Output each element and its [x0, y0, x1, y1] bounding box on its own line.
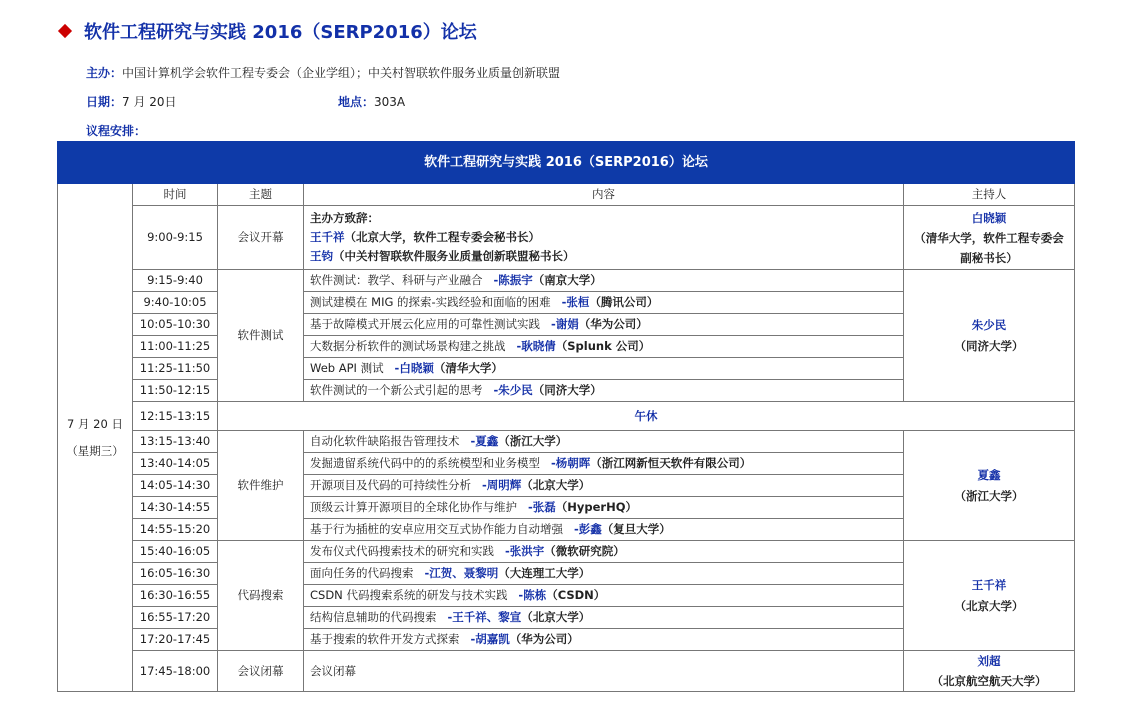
content-cell — [304, 380, 904, 402]
page-title — [60, 16, 477, 46]
agenda-label: 议程安排： — [86, 124, 147, 138]
speaker-org: （浙江网新恒天软件有限公司） — [590, 456, 752, 470]
speaker-name: -江贺、聂黎明 — [424, 566, 499, 580]
speaker-org: （清华大学） — [433, 361, 503, 375]
content-cell — [304, 475, 904, 497]
time-cell: 13:40-14:05 — [133, 453, 218, 475]
speaker-org: （华为公司） — [509, 632, 579, 646]
speaker-name: -白晓颖 — [394, 361, 434, 375]
content-cell — [304, 519, 904, 541]
day-cell — [58, 184, 133, 692]
speaker-name: -耿晓倩 — [516, 339, 556, 353]
topic-cell: 代码搜索 — [218, 541, 304, 651]
header-host: 主持人 — [904, 184, 1075, 206]
host-name: 朱少民 — [971, 317, 1007, 332]
talk-title: 大数据分析软件的测试场景构建之挑战 — [310, 339, 506, 353]
time-cell: 16:55-17:20 — [133, 607, 218, 629]
talk-title: CSDN 代码搜索系统的研发与技术实践 — [310, 588, 508, 602]
talk-title: 顶级云计算开源项目的全球化协作与维护 — [310, 500, 517, 514]
day-date: 7 月 20 日 — [67, 416, 123, 431]
opening-line3 — [310, 247, 897, 266]
speaker-org: （北京大学） — [521, 610, 591, 624]
time-cell: 11:25-11:50 — [133, 358, 218, 380]
speaker-name: -谢娟 — [550, 317, 579, 331]
speaker-org: （南京大学） — [532, 273, 602, 287]
content-cell — [304, 629, 904, 651]
day-weekday: （星期三） — [66, 443, 124, 458]
talk-title: 面向任务的代码搜索 — [310, 566, 414, 580]
speaker-name: -杨朝晖 — [550, 456, 591, 470]
organizer-value: 中国计算机学会软件工程专委会（企业学组）；中关村智联软件服务业质量创新联盟 — [122, 66, 561, 80]
table-row — [58, 651, 1075, 692]
opening-line2 — [310, 228, 897, 247]
content-cell — [304, 563, 904, 585]
agenda-table — [57, 141, 1075, 692]
topic-cell: 软件维护 — [218, 431, 304, 541]
talk-title: 测试建模在 MIG 的探索-实践经验和面临的困难 — [310, 295, 551, 309]
content-cell — [304, 453, 904, 475]
time-cell: 9:40-10:05 — [133, 292, 218, 314]
speaker-name: -胡嘉凯 — [470, 632, 510, 646]
host-affiliation: （北京航空航天大学） — [931, 674, 1047, 688]
opening-line1: 主办方致辞： — [310, 211, 379, 225]
agenda-label-line — [86, 122, 146, 139]
host-affiliation: （浙江大学） — [954, 488, 1024, 503]
time-cell: 17:45-18:00 — [133, 651, 218, 692]
host-cell — [904, 270, 1075, 402]
content-cell — [304, 206, 904, 270]
title-text: 软件工程研究与实践 2016（SERP2016）论坛 — [84, 22, 477, 43]
talk-title: 基于行为插桩的安卓应用交互式协作能力自动增强 — [310, 522, 563, 536]
time-cell: 16:05-16:30 — [133, 563, 218, 585]
talk-title: 软件测试：教学、科研与产业融合 — [310, 273, 483, 287]
content-cell — [304, 607, 904, 629]
speaker-org: （微软研究院） — [544, 544, 625, 558]
speaker-name: -朱少民 — [493, 383, 533, 397]
speaker-name: -王千祥、黎宣 — [447, 610, 522, 624]
talk-title: 结构信息辅助的代码搜索 — [310, 610, 437, 624]
time-cell: 11:50-12:15 — [133, 380, 218, 402]
speaker-org: （华为公司） — [578, 317, 648, 331]
talk-title: 自动化软件缺陷报告管理技术 — [310, 434, 460, 448]
date-value: 7 月 20日 — [122, 95, 177, 109]
content-cell — [304, 431, 904, 453]
host-cell — [904, 431, 1075, 541]
topic-cell: 软件测试 — [218, 270, 304, 402]
speaker-org: （腾讯公司） — [589, 295, 659, 309]
content-cell — [304, 336, 904, 358]
host-name: 白晓颖 — [971, 210, 1007, 225]
time-cell: 14:55-15:20 — [133, 519, 218, 541]
speaker-org: （北京大学，软件工程专委会秘书长） — [344, 230, 540, 244]
time-cell: 14:30-14:55 — [133, 497, 218, 519]
content-cell — [304, 541, 904, 563]
time-cell: 16:30-16:55 — [133, 585, 218, 607]
speaker-org: （大连理工大学） — [498, 566, 591, 580]
speaker-name: -张磊 — [527, 500, 556, 514]
host-cell — [904, 206, 1075, 270]
content-cell — [304, 585, 904, 607]
table-row — [58, 541, 1075, 563]
speaker-org: （HyperHQ） — [555, 500, 637, 514]
speaker-org: （同济大学） — [532, 383, 602, 397]
header-topic: 主题 — [218, 184, 304, 206]
speaker-org: （复旦大学） — [601, 522, 671, 536]
speaker-name: -陈振宇 — [493, 273, 533, 287]
time-cell: 17:20-17:45 — [133, 629, 218, 651]
content-cell — [304, 292, 904, 314]
time-cell: 10:05-10:30 — [133, 314, 218, 336]
speaker-name: -张洪宇 — [504, 544, 545, 558]
header-time: 时间 — [133, 184, 218, 206]
speaker-name: 王千祥 — [310, 230, 345, 244]
host-affiliation: 副秘书长） — [960, 250, 1018, 265]
lunch-cell: 午休 — [218, 402, 1075, 431]
host-name: 王千祥 — [971, 577, 1007, 592]
table-row — [58, 431, 1075, 453]
talk-title: 基于搜索的软件开发方式探索 — [310, 632, 460, 646]
topic-cell: 会议闭幕 — [218, 651, 304, 692]
speaker-org: （北京大学） — [521, 478, 591, 492]
time-cell: 14:05-14:30 — [133, 475, 218, 497]
location-label: 地点： — [338, 95, 375, 109]
date-label: 日期： — [86, 95, 123, 109]
speaker-name: -陈栋 — [518, 588, 547, 602]
host-affiliation: （同济大学） — [954, 338, 1024, 353]
speaker-org: （中关村智联软件服务业质量创新联盟秘书长） — [333, 249, 575, 263]
host-affiliation: （清华大学，软件工程专委会 — [914, 230, 1064, 245]
time-cell: 11:00-11:25 — [133, 336, 218, 358]
time-cell: 13:15-13:40 — [133, 431, 218, 453]
talk-title: 开源项目及代码的可持续性分析 — [310, 478, 471, 492]
host-cell — [904, 541, 1075, 651]
organizer-line — [86, 64, 560, 81]
talk-title: 软件测试的一个新公式引起的思考 — [310, 383, 483, 397]
host-affiliation: （北京大学） — [954, 598, 1024, 613]
header-content: 内容 — [304, 184, 904, 206]
speaker-org: （浙江大学） — [498, 434, 568, 448]
content-cell — [304, 358, 904, 380]
speaker-name: -彭鑫 — [573, 522, 602, 536]
speaker-name: -周明辉 — [481, 478, 522, 492]
time-cell: 12:15-13:15 — [133, 402, 218, 431]
talk-title: 基于故障模式开展云化应用的可靠性测试实践 — [310, 317, 540, 331]
topic-cell: 会议开幕 — [218, 206, 304, 270]
speaker-org: （CSDN） — [546, 588, 606, 602]
diamond-bullet-icon — [58, 24, 72, 38]
speaker-name: -张桓 — [561, 295, 590, 309]
time-cell: 9:15-9:40 — [133, 270, 218, 292]
header-row — [58, 184, 1075, 206]
time-cell: 9:00-9:15 — [133, 206, 218, 270]
date-line — [86, 93, 406, 110]
talk-title: 发布仪式代码搜索技术的研究和实践 — [310, 544, 494, 558]
speaker-name: -夏鑫 — [470, 434, 499, 448]
host-name: 刘超 — [977, 654, 1001, 668]
table-banner-row — [58, 142, 1075, 184]
content-cell — [304, 314, 904, 336]
location-line — [338, 93, 405, 110]
content-cell: 会议闭幕 — [304, 651, 904, 692]
time-cell: 15:40-16:05 — [133, 541, 218, 563]
table-row — [58, 270, 1075, 292]
talk-title: Web API 测试 — [310, 361, 384, 375]
content-cell — [304, 270, 904, 292]
talk-title: 发掘遗留系统代码中的的系统模型和业务模型 — [310, 456, 540, 470]
location-value: 303A — [374, 95, 406, 109]
table-row — [58, 206, 1075, 270]
host-cell — [904, 651, 1075, 692]
table-banner: 软件工程研究与实践 2016（SERP2016）论坛 — [58, 142, 1075, 184]
table-row — [58, 402, 1075, 431]
content-cell — [304, 497, 904, 519]
host-name: 夏鑫 — [977, 467, 1001, 482]
speaker-name: 王钧 — [310, 249, 333, 263]
organizer-label: 主办： — [86, 66, 123, 80]
speaker-org: （Splunk 公司） — [555, 339, 651, 353]
